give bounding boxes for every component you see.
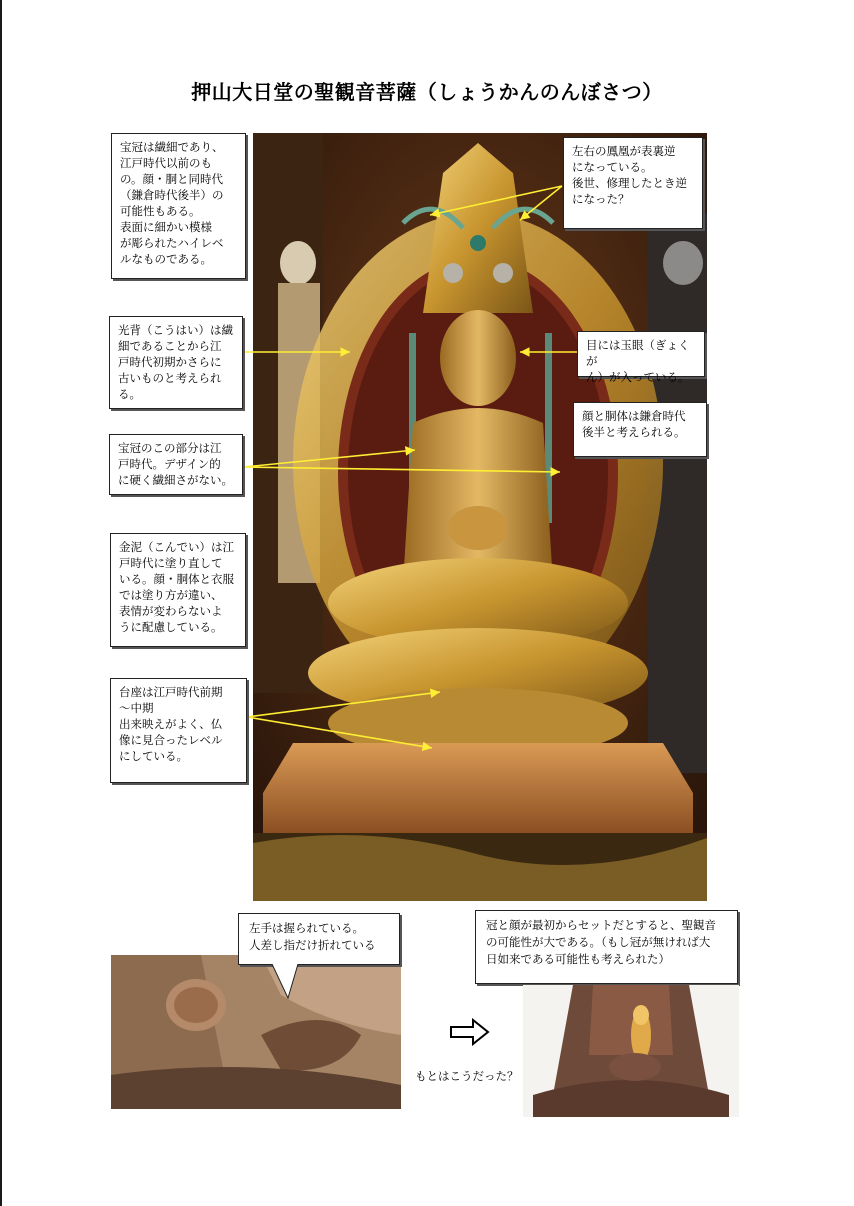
page-left-border — [0, 0, 2, 1206]
note-eyes: 目には玉眼（ぎょくが ん）が入っている。 — [577, 331, 705, 377]
page-title: 押山大日堂の聖観音菩薩（しょうかんのんぼさつ） — [191, 80, 663, 104]
hand-photo — [111, 955, 401, 1109]
hand-speech-bubble: 左手は握られている。 人差し指だけ折れている — [238, 913, 400, 965]
statue-photo — [253, 133, 707, 901]
right-arrow-icon — [449, 1018, 491, 1046]
reference-statue-photo — [523, 985, 739, 1117]
bubble-tail — [268, 964, 308, 1000]
note-crown: 宝冠は繊細であり、 江戸時代以前のも の。顔・胴と同時代 （鎌倉時代後半）の 可能性もある。 表面に細かい模様 が彫られたハイレベ ルなものである。 — [111, 133, 246, 279]
note-halo: 光背（こうはい）は繊 細であることから江 戸時代初期かさらに 古いものと考えられ る。 — [109, 316, 243, 409]
note-crown-part: 宝冠のこの部分は江 戸時代。デザイン的 に硬く繊細さがない。 — [109, 434, 243, 495]
note-pedestal: 台座は江戸時代前期 ～中期 出来映えがよく、仏 像に見合ったレベル にしている。 — [110, 678, 247, 783]
note-gold-paint: 金泥（こんでい）は江 戸時代に塗り直して いる。顔・胴体と衣服 では塗り方が違い、 表情が変わらないよ うに配慮している。 — [110, 533, 246, 647]
arrow-caption: もとはこうだった？ — [415, 1069, 519, 1083]
note-face-body: 顔と胴体は鎌倉時代 後半と考えられる。 — [573, 402, 707, 457]
conclusion-note: 冠と顔が最初からセットだとすると、聖観音 の可能性が大である。（もし冠が無ければ大 日如来である可能性も考えられた） — [475, 910, 738, 984]
note-phoenix: 左右の鳳凰が表裏逆 になっている。 後世、修理したとき逆 になった？ — [563, 137, 703, 229]
